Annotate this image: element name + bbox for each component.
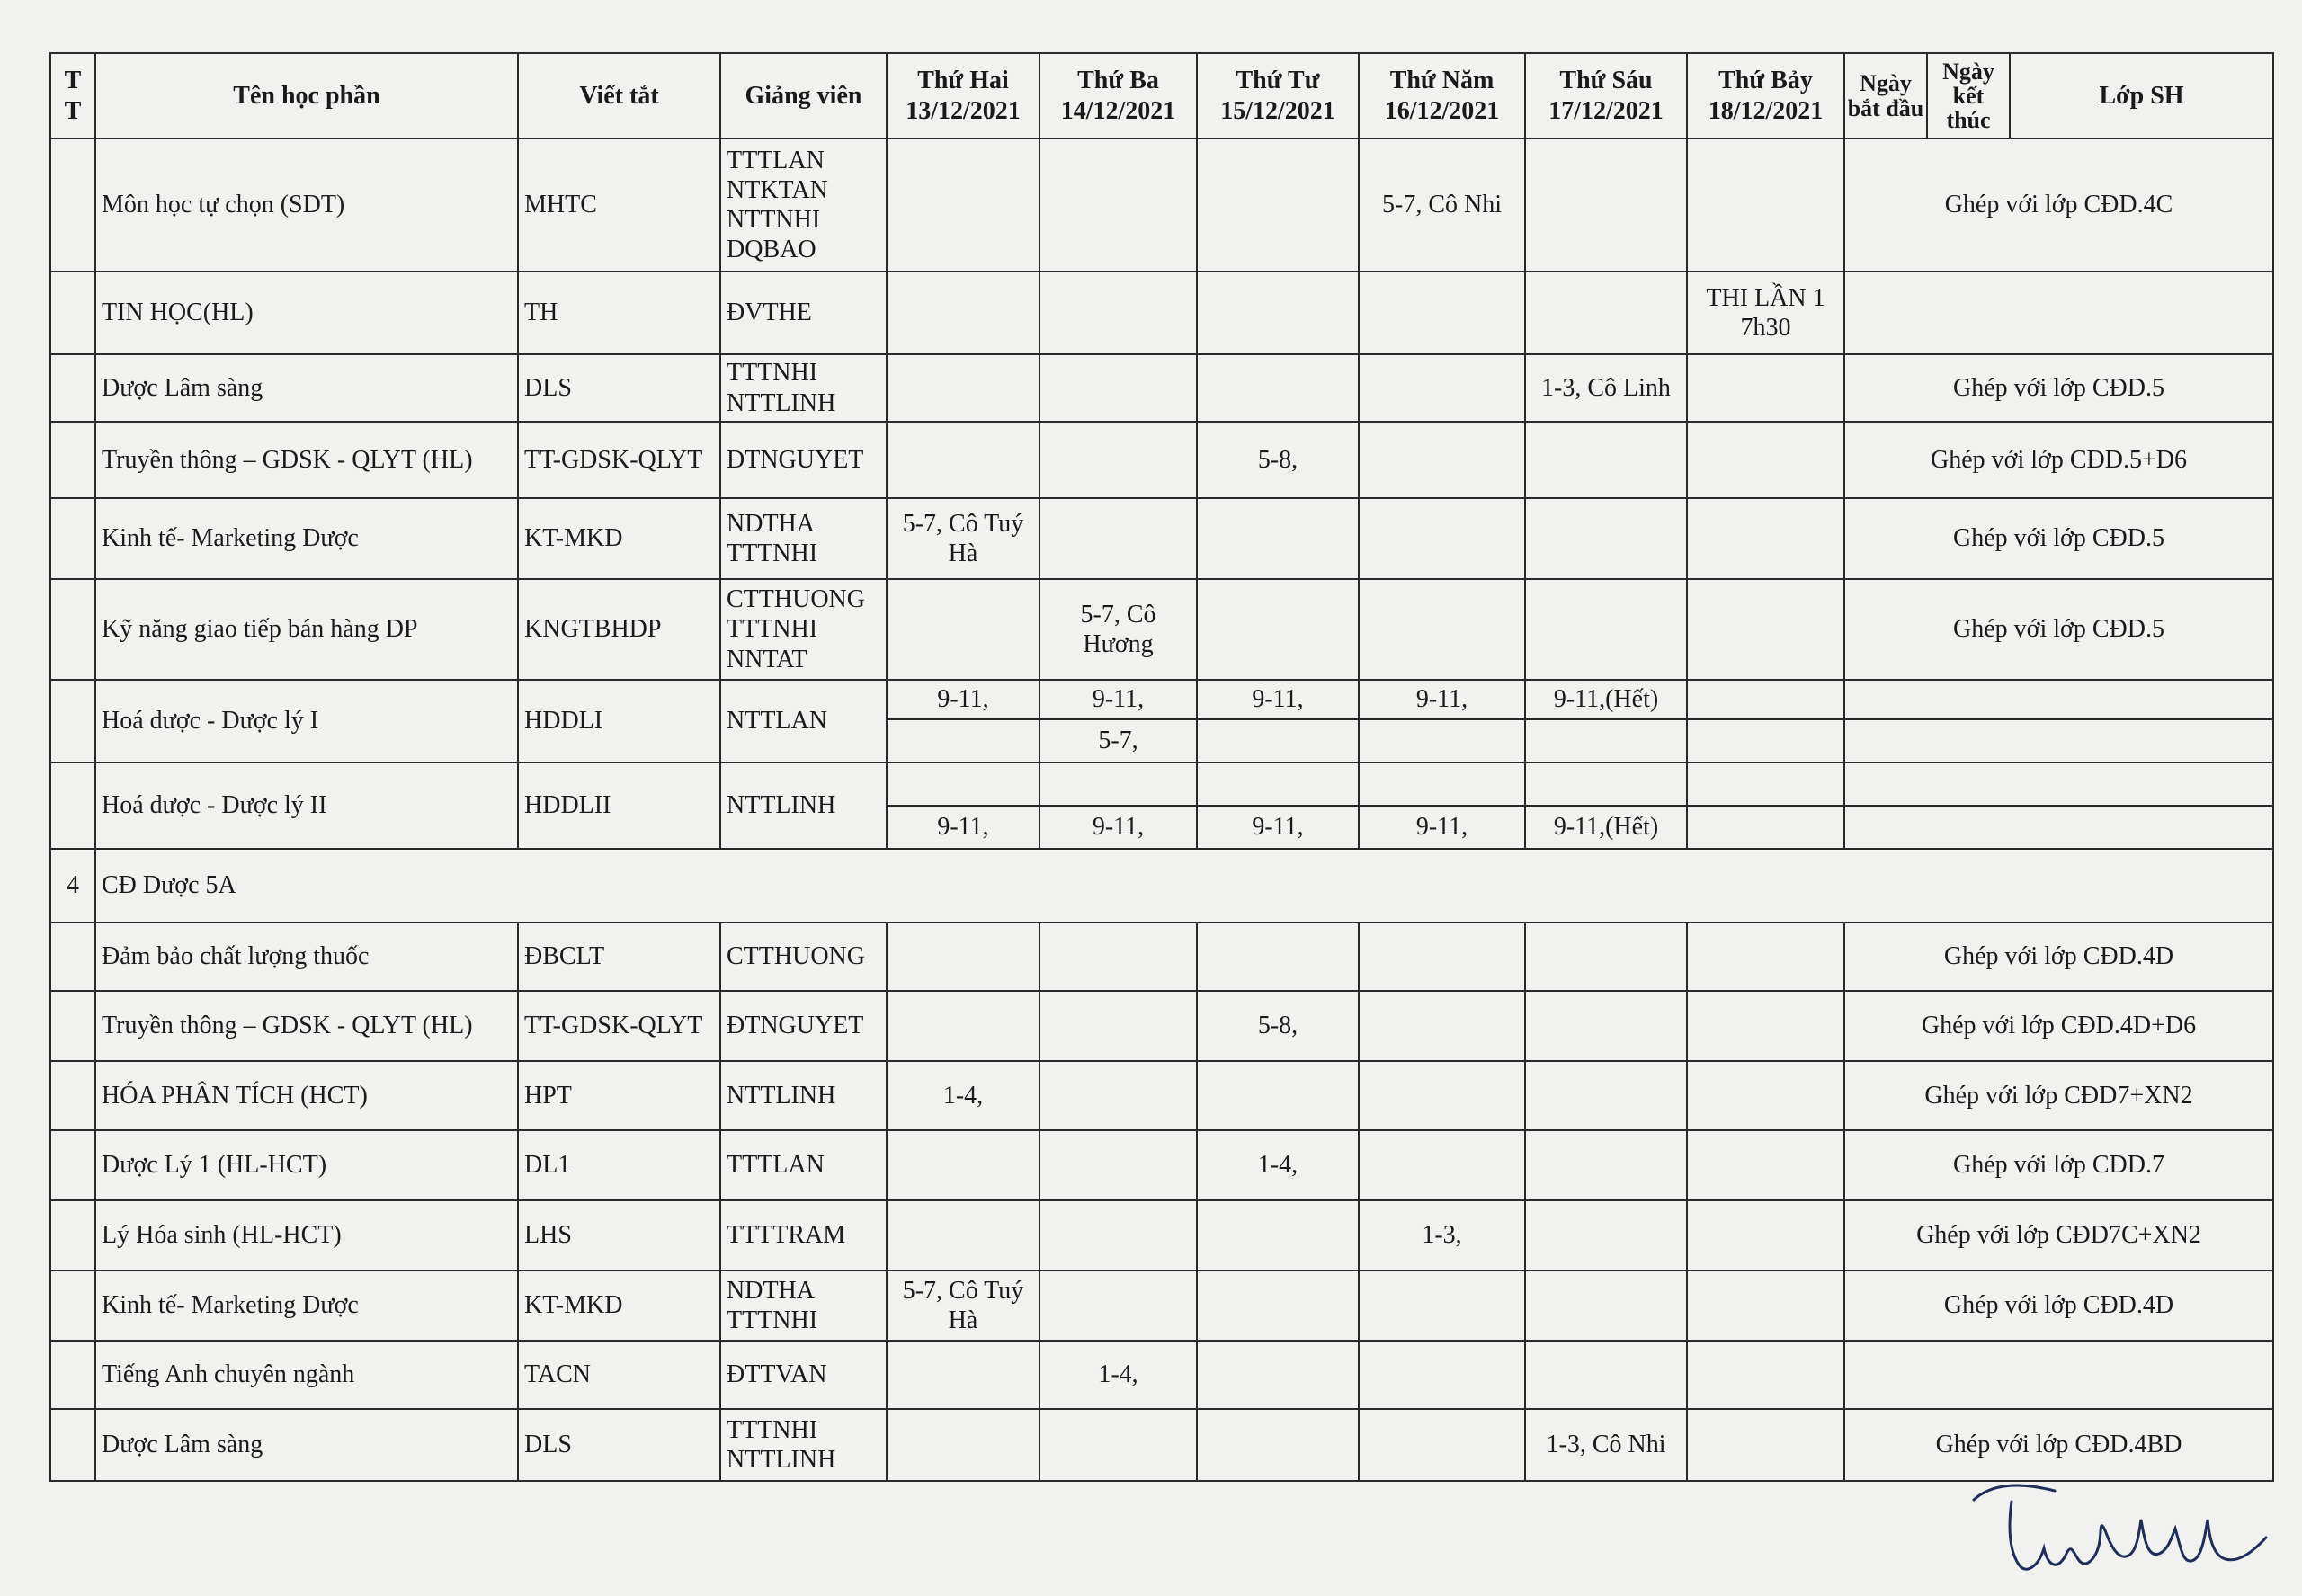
lecturer: CTTHUONG <box>720 923 887 991</box>
course-name: Kinh tế- Marketing Dược <box>95 1271 518 1341</box>
wed-cell: 9-11, <box>1197 806 1359 849</box>
class-note: Ghép với lớp CĐD.5+D6 <box>1844 422 2273 498</box>
exam-time: 7h30 <box>1740 314 1791 342</box>
row-index <box>50 422 95 498</box>
table-row <box>50 422 2273 498</box>
header-end-date: Ngày kết thúc <box>1927 53 2010 138</box>
mon-cell <box>887 719 1039 762</box>
header-row <box>50 53 2273 138</box>
row-index <box>50 1341 95 1409</box>
tue-cell <box>1039 272 1197 354</box>
course-abbr: TT-GDSK-QLYT <box>518 422 720 498</box>
day-name: Thứ Sáu <box>1559 67 1653 95</box>
class-note: Ghép với lớp CĐD.5 <box>1844 354 2273 422</box>
course-name: Kỹ năng giao tiếp bán hàng DP <box>95 579 518 680</box>
class-note: Ghép với lớp CĐD.7 <box>1844 1130 2273 1200</box>
course-name: Dược Lý 1 (HL-HCT) <box>95 1130 518 1200</box>
course-abbr: TH <box>518 272 720 354</box>
table-row <box>50 579 2273 680</box>
sat-cell <box>1687 1130 1844 1200</box>
mon-cell <box>887 1341 1039 1409</box>
course-abbr: HDDLII <box>518 762 720 849</box>
course-name: Truyền thông – GDSK - QLYT (HL) <box>95 991 518 1061</box>
row-index <box>50 1200 95 1271</box>
fri-cell <box>1525 1130 1687 1200</box>
course-abbr: MHTC <box>518 138 720 272</box>
lecturer: TTTLAN <box>720 1130 887 1200</box>
row-index <box>50 762 95 849</box>
fri-cell <box>1525 1271 1687 1341</box>
lecturer: NTTLAN <box>720 680 887 762</box>
mon-cell <box>887 422 1039 498</box>
sat-cell <box>1687 579 1844 680</box>
day-name: Thứ Năm <box>1389 67 1495 95</box>
day-name: Thứ Tư <box>1236 67 1320 95</box>
fri-cell <box>1525 1341 1687 1409</box>
wed-cell <box>1197 762 1359 806</box>
class-note <box>1844 272 2273 354</box>
tue-cell <box>1039 422 1197 498</box>
class-note <box>1844 680 2273 719</box>
signature-image <box>1956 1466 2280 1592</box>
table-row <box>50 680 2273 719</box>
fri-cell <box>1525 498 1687 579</box>
fri-cell <box>1525 422 1687 498</box>
thu-cell <box>1359 719 1525 762</box>
tue-cell <box>1039 762 1197 806</box>
lecturer: NTTLINH <box>720 1061 887 1130</box>
mon-cell <box>887 138 1039 272</box>
day-name: Thứ Bảy <box>1718 67 1813 95</box>
sat-cell <box>1687 272 1844 354</box>
header-start-date: Ngày bắt đầu <box>1844 53 1927 138</box>
sat-cell <box>1687 354 1844 422</box>
lecturer: NDTHA TTTNHI <box>720 1271 887 1341</box>
sat-cell <box>1687 1409 1844 1481</box>
table-row <box>50 138 2273 272</box>
fri-cell <box>1525 1200 1687 1271</box>
thu-cell <box>1359 1061 1525 1130</box>
day-date: 14/12/2021 <box>1060 96 1176 125</box>
table-row <box>50 762 2273 806</box>
course-name: Dược Lâm sàng <box>95 354 518 422</box>
class-note <box>1844 719 2273 762</box>
mon-cell: 1-4, <box>887 1061 1039 1130</box>
tue-cell <box>1039 354 1197 422</box>
thu-cell: 5-7, Cô Nhi <box>1359 138 1525 272</box>
thu-cell <box>1359 354 1525 422</box>
mon-cell: 5-7, Cô Tuý Hà <box>887 1271 1039 1341</box>
course-abbr: DLS <box>518 354 720 422</box>
wed-cell <box>1197 1200 1359 1271</box>
fri-cell: 9-11,(Hết) <box>1525 806 1687 849</box>
row-index <box>50 680 95 762</box>
row-index <box>50 272 95 354</box>
wed-cell <box>1197 498 1359 579</box>
mon-cell <box>887 1409 1039 1481</box>
header-lecturer: Giảng viên <box>720 53 887 138</box>
thu-cell <box>1359 1130 1525 1200</box>
table-row <box>50 1409 2273 1481</box>
wed-cell <box>1197 1271 1359 1341</box>
wed-cell <box>1197 1061 1359 1130</box>
course-abbr: KT-MKD <box>518 1271 720 1341</box>
wed-cell <box>1197 719 1359 762</box>
thu-cell <box>1359 1271 1525 1341</box>
header-course-name: Tên học phần <box>95 53 518 138</box>
fri-cell <box>1525 762 1687 806</box>
table-row <box>50 1341 2273 1409</box>
thu-cell <box>1359 762 1525 806</box>
day-name: Thứ Ba <box>1077 67 1159 95</box>
tue-cell: 5-7, Cô Hương <box>1039 579 1197 680</box>
header-day-wed <box>1197 53 1359 138</box>
class-note: Ghép với lớp CĐD7+XN2 <box>1844 1061 2273 1130</box>
thu-cell <box>1359 498 1525 579</box>
thu-cell: 9-11, <box>1359 680 1525 719</box>
sat-cell <box>1687 138 1844 272</box>
wed-cell <box>1197 579 1359 680</box>
day-name: Thứ Hai <box>917 67 1009 95</box>
day-date: 17/12/2021 <box>1548 96 1664 125</box>
lecturer: NTTLINH <box>720 762 887 849</box>
header-class: Lớp SH <box>2010 53 2273 138</box>
sat-cell <box>1687 719 1844 762</box>
class-note: Ghép với lớp CĐD.4BD <box>1844 1409 2273 1481</box>
fri-cell: 1-3, Cô Linh <box>1525 354 1687 422</box>
tue-cell <box>1039 1271 1197 1341</box>
row-index <box>50 1061 95 1130</box>
tue-cell: 1-4, <box>1039 1341 1197 1409</box>
thu-cell: 9-11, <box>1359 806 1525 849</box>
table-row <box>50 272 2273 354</box>
row-index <box>50 991 95 1061</box>
lecturer: CTTHUONG TTTNHI NNTAT <box>720 579 887 680</box>
fri-cell <box>1525 991 1687 1061</box>
tue-cell <box>1039 1130 1197 1200</box>
group-index: 4 <box>50 849 95 923</box>
table-row <box>50 1271 2273 1341</box>
course-abbr: KNGTBHDP <box>518 579 720 680</box>
table-row <box>50 991 2273 1061</box>
wed-cell: 5-8, <box>1197 422 1359 498</box>
tue-cell <box>1039 1409 1197 1481</box>
fri-cell <box>1525 579 1687 680</box>
tue-cell <box>1039 498 1197 579</box>
class-note: Ghép với lớp CĐD.4D+D6 <box>1844 991 2273 1061</box>
table-row <box>50 498 2273 579</box>
course-name: Truyền thông – GDSK - QLYT (HL) <box>95 422 518 498</box>
course-name: TIN HỌC(HL) <box>95 272 518 354</box>
header-tt: T T <box>50 53 95 138</box>
course-name: Kinh tế- Marketing Dược <box>95 498 518 579</box>
mon-cell <box>887 1130 1039 1200</box>
row-index <box>50 1271 95 1341</box>
mon-cell <box>887 272 1039 354</box>
table-row <box>50 1130 2273 1200</box>
header-day-mon <box>887 53 1039 138</box>
row-index <box>50 354 95 422</box>
wed-cell: 1-4, <box>1197 1130 1359 1200</box>
day-date: 15/12/2021 <box>1220 96 1335 125</box>
sat-cell <box>1687 762 1844 806</box>
lecturer: TTTNHI NTTLINH <box>720 1409 887 1481</box>
wed-cell <box>1197 272 1359 354</box>
wed-cell: 5-8, <box>1197 991 1359 1061</box>
header-abbreviation: Viết tắt <box>518 53 720 138</box>
fri-cell: 9-11,(Hết) <box>1525 680 1687 719</box>
sat-cell <box>1687 498 1844 579</box>
course-name: Tiếng Anh chuyên ngành <box>95 1341 518 1409</box>
sat-cell <box>1687 806 1844 849</box>
class-note <box>1844 1341 2273 1409</box>
mon-cell <box>887 354 1039 422</box>
tue-cell <box>1039 991 1197 1061</box>
course-name: Đảm bảo chất lượng thuốc <box>95 923 518 991</box>
course-name: Lý Hóa sinh (HL-HCT) <box>95 1200 518 1271</box>
sat-cell <box>1687 1200 1844 1271</box>
table-row <box>50 354 2273 422</box>
fri-cell <box>1525 923 1687 991</box>
row-index <box>50 138 95 272</box>
thu-cell <box>1359 272 1525 354</box>
class-note: Ghép với lớp CĐD.4D <box>1844 1271 2273 1341</box>
mon-cell: 9-11, <box>887 806 1039 849</box>
header-day-tue <box>1039 53 1197 138</box>
mon-cell <box>887 579 1039 680</box>
tue-cell <box>1039 138 1197 272</box>
course-name: Môn học tự chọn (SDT) <box>95 138 518 272</box>
tue-cell <box>1039 1200 1197 1271</box>
lecturer: ĐVTHE <box>720 272 887 354</box>
wed-cell: 9-11, <box>1197 680 1359 719</box>
wed-cell <box>1197 138 1359 272</box>
day-date: 13/12/2021 <box>906 96 1021 125</box>
mon-cell <box>887 923 1039 991</box>
course-abbr: DL1 <box>518 1130 720 1200</box>
sat-cell <box>1687 991 1844 1061</box>
class-note: Ghép với lớp CĐD.5 <box>1844 498 2273 579</box>
course-name: Dược Lâm sàng <box>95 1409 518 1481</box>
lecturer: ĐTNGUYET <box>720 991 887 1061</box>
course-abbr: TACN <box>518 1341 720 1409</box>
thu-cell <box>1359 422 1525 498</box>
sat-cell <box>1687 1341 1844 1409</box>
table-row <box>50 1200 2273 1271</box>
lecturer: ĐTTVAN <box>720 1341 887 1409</box>
class-note: Ghép với lớp CĐD.4C <box>1844 138 2273 272</box>
table-row <box>50 1061 2273 1130</box>
table-row <box>50 923 2273 991</box>
group-row <box>50 849 2273 923</box>
wed-cell <box>1197 1341 1359 1409</box>
course-abbr: DLS <box>518 1409 720 1481</box>
class-note <box>1844 806 2273 849</box>
lecturer: ĐTNGUYET <box>720 422 887 498</box>
mon-cell <box>887 762 1039 806</box>
mon-cell: 9-11, <box>887 680 1039 719</box>
wed-cell <box>1197 354 1359 422</box>
fri-cell <box>1525 272 1687 354</box>
class-note <box>1844 762 2273 806</box>
tue-cell: 9-11, <box>1039 680 1197 719</box>
course-name: HÓA PHÂN TÍCH (HCT) <box>95 1061 518 1130</box>
lecturer: TTTLAN NTKTAN NTTNHI DQBAO <box>720 138 887 272</box>
header-day-fri <box>1525 53 1687 138</box>
sat-cell <box>1687 923 1844 991</box>
wed-cell <box>1197 1409 1359 1481</box>
lecturer: TTTTRAM <box>720 1200 887 1271</box>
tue-cell: 5-7, <box>1039 719 1197 762</box>
group-title: CĐ Dược 5A <box>95 849 2273 923</box>
course-abbr: HDDLI <box>518 680 720 762</box>
lecturer: TTTNHI NTTLINH <box>720 354 887 422</box>
mon-cell <box>887 1200 1039 1271</box>
course-abbr: ĐBCLT <box>518 923 720 991</box>
class-note: Ghép với lớp CĐD.4D <box>1844 923 2273 991</box>
day-date: 18/12/2021 <box>1708 96 1824 125</box>
header-day-thu <box>1359 53 1525 138</box>
thu-cell <box>1359 1409 1525 1481</box>
course-abbr: LHS <box>518 1200 720 1271</box>
class-note: Ghép với lớp CĐD7C+XN2 <box>1844 1200 2273 1271</box>
tue-cell <box>1039 923 1197 991</box>
sat-cell <box>1687 680 1844 719</box>
sat-cell <box>1687 1271 1844 1341</box>
course-abbr: HPT <box>518 1061 720 1130</box>
course-abbr: KT-MKD <box>518 498 720 579</box>
mon-cell: 5-7, Cô Tuý Hà <box>887 498 1039 579</box>
tue-cell <box>1039 1061 1197 1130</box>
fri-cell: 1-3, Cô Nhi <box>1525 1409 1687 1481</box>
thu-cell <box>1359 923 1525 991</box>
thu-cell <box>1359 991 1525 1061</box>
fri-cell <box>1525 138 1687 272</box>
row-index <box>50 1409 95 1481</box>
thu-cell: 1-3, <box>1359 1200 1525 1271</box>
wed-cell <box>1197 923 1359 991</box>
sat-cell <box>1687 422 1844 498</box>
day-date: 16/12/2021 <box>1384 96 1500 125</box>
row-index <box>50 923 95 991</box>
fri-cell <box>1525 719 1687 762</box>
thu-cell <box>1359 1341 1525 1409</box>
sat-cell <box>1687 1061 1844 1130</box>
class-note: Ghép với lớp CĐD.5 <box>1844 579 2273 680</box>
course-abbr: TT-GDSK-QLYT <box>518 991 720 1061</box>
course-name: Hoá dược - Dược lý II <box>95 762 518 849</box>
lecturer: NDTHA TTTNHI <box>720 498 887 579</box>
thu-cell <box>1359 579 1525 680</box>
header-day-sat <box>1687 53 1844 138</box>
course-name: Hoá dược - Dược lý I <box>95 680 518 762</box>
row-index <box>50 498 95 579</box>
exam-title: THI LẦN 1 <box>1706 283 1825 312</box>
tue-cell: 9-11, <box>1039 806 1197 849</box>
schedule-table <box>49 52 2274 1482</box>
fri-cell <box>1525 1061 1687 1130</box>
row-index <box>50 579 95 680</box>
row-index <box>50 1130 95 1200</box>
mon-cell <box>887 991 1039 1061</box>
